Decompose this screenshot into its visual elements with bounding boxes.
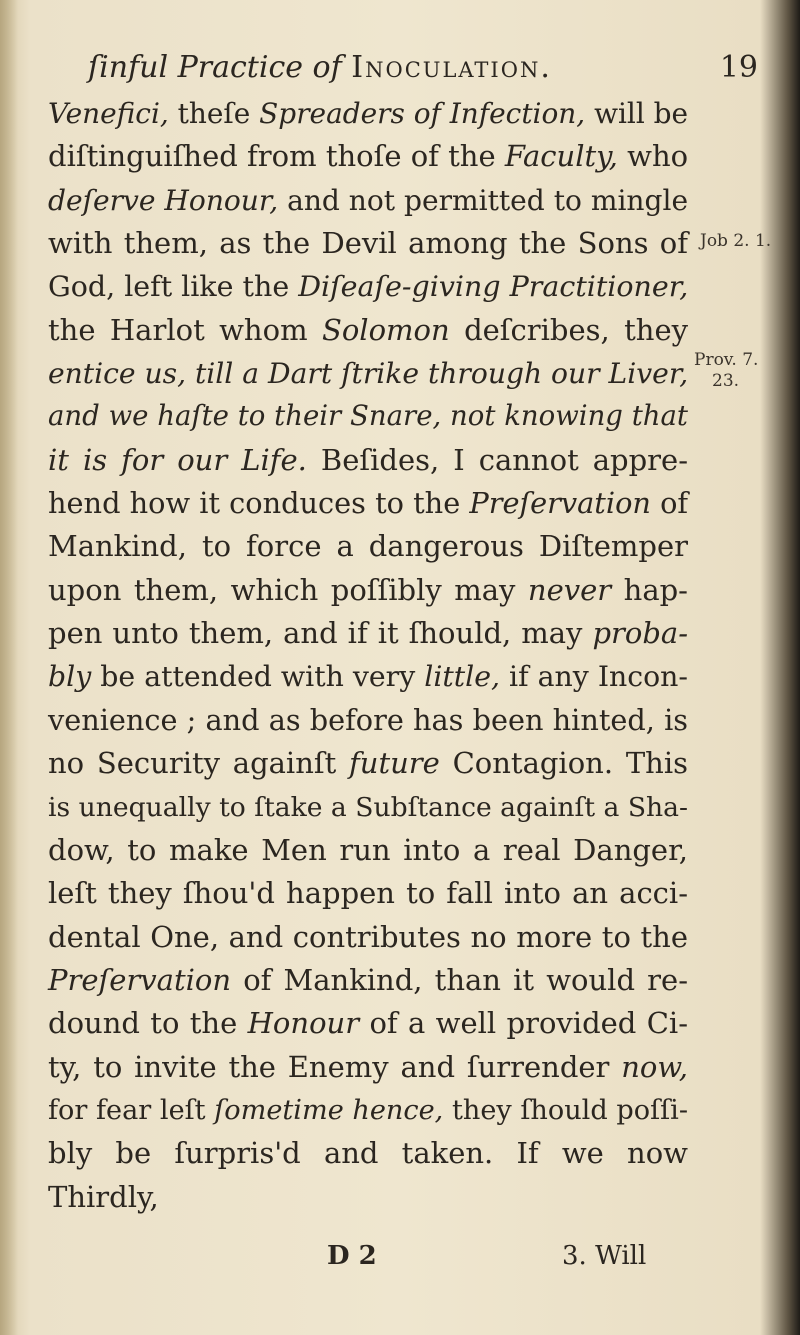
margin-note-prov: Prov. 7. [694, 350, 759, 370]
italic-run: deſerve Honour, [48, 183, 279, 217]
text-line [48, 1089, 688, 1132]
text-line [48, 222, 688, 265]
text-line [48, 1002, 688, 1045]
italic-run: Spreaders of Infection, [259, 97, 586, 130]
running-head [88, 46, 758, 90]
italic-run: Faculty, [504, 139, 618, 174]
italic-run: Solomon [321, 312, 450, 347]
italic-run: proba- [592, 616, 688, 651]
text-line [48, 439, 688, 482]
text-line [48, 742, 688, 785]
italic-run: and we haſte to their Snare, not knowing that [48, 400, 688, 433]
italic-run: never [527, 572, 612, 607]
text-line [48, 612, 688, 655]
text-run: dound to the [48, 1006, 248, 1041]
page-footer [0, 1236, 800, 1276]
text-run: Beſides, I cannot appre- [306, 442, 688, 477]
text-line [48, 1176, 688, 1219]
text-line [48, 92, 688, 135]
signature-mark: D 2 [327, 1241, 377, 1271]
gutter-shadow [0, 0, 18, 1335]
text-line [48, 482, 688, 525]
italic-run: Venefici, [48, 97, 169, 130]
text-run: with them, as the Devil among the Sons of [48, 226, 688, 261]
italic-run: now, [621, 1049, 688, 1084]
text-run: for fear leſt [48, 1094, 215, 1126]
italic-run: Honour [247, 1006, 360, 1041]
text-line [48, 352, 688, 395]
margin-note-job: Job 2. 1. [700, 231, 772, 251]
text-run: is unequally to ſtake a Subſtance againſt a Sha- [48, 791, 688, 823]
page-number: 19 [719, 50, 758, 85]
text-run: be attended with very [91, 660, 425, 694]
text-line [48, 829, 688, 872]
italic-run: Preſervation [469, 486, 651, 521]
text-run: dental One, and contributes no more to the [48, 919, 688, 954]
text-line [48, 1132, 688, 1175]
text-line [48, 655, 688, 698]
italic-run: Diſeaſe-giving Practitioner, [298, 270, 689, 304]
italic-run: little, [424, 660, 500, 694]
text-run: diſtinguiſhed from thoſe of the [48, 139, 505, 174]
text-run: pen unto them, and if it ſhould, may [48, 616, 593, 651]
text-run: of [650, 486, 689, 521]
text-run: leſt they ſhou'd happen to fall into an acci- [48, 876, 688, 911]
text-line [48, 1046, 688, 1089]
text-line [48, 265, 688, 308]
text-run: if any Incon- [500, 660, 688, 694]
text-run: upon them, which poſſibly may [48, 572, 528, 607]
text-line [48, 525, 688, 568]
text-run: venience ; and as before has been hinted, is [48, 702, 688, 737]
text-line [48, 179, 688, 222]
italic-run: bly [48, 660, 92, 694]
text-run: the Harlot whom [48, 312, 322, 347]
text-line [48, 699, 688, 742]
text-run: of Mankind, than it would re- [231, 962, 688, 997]
text-line [48, 916, 688, 959]
text-run: no Security againſt [48, 746, 350, 781]
text-line [48, 872, 688, 915]
text-line [48, 395, 688, 438]
text-run: will be [585, 97, 689, 130]
running-title [88, 46, 552, 90]
text-run: dow, to make Men run into a real Danger, [48, 832, 688, 867]
catchword: 3. Will [562, 1241, 647, 1271]
text-run: and not permitted to mingle [278, 183, 689, 217]
text-line [48, 135, 688, 178]
text-run: deſcribes, they [449, 312, 689, 347]
text-line [48, 959, 688, 1002]
italic-run: future [349, 746, 440, 781]
text-run: Thirdly, [48, 1179, 159, 1214]
body-text [48, 92, 688, 1219]
text-run: Contagion. This [439, 746, 688, 781]
running-title-italic: ſinful Practice of [88, 50, 342, 85]
text-line [48, 569, 688, 612]
italic-run: ſometime hence, [214, 1094, 444, 1126]
italic-run: it is for our Life. [48, 442, 307, 477]
text-run: ty, to invite the Enemy and ſurrender [48, 1049, 622, 1084]
italic-run: Preſervation [48, 962, 232, 997]
text-line [48, 786, 688, 829]
text-run: God, left like the [48, 270, 299, 304]
text-line [48, 309, 688, 352]
text-run: hap- [611, 572, 688, 607]
running-title-caps: Inoculation. [351, 50, 552, 85]
text-run: theſe [168, 97, 260, 130]
text-run: bly be ſurpris'd and taken. If we now [48, 1136, 688, 1171]
italic-run: entice us, till a Dart ſtrike through our Liver, [48, 357, 689, 391]
text-run: who [617, 139, 689, 174]
text-run: they ſhould poſſi- [443, 1094, 688, 1126]
text-run: hend how it conduces to the [48, 486, 470, 521]
text-run: Mankind, to force a dangerous Diſtemper [48, 529, 688, 564]
margin-note-prov-verse: 23. [712, 371, 740, 391]
text-run: of a well provided Ci- [359, 1006, 688, 1041]
